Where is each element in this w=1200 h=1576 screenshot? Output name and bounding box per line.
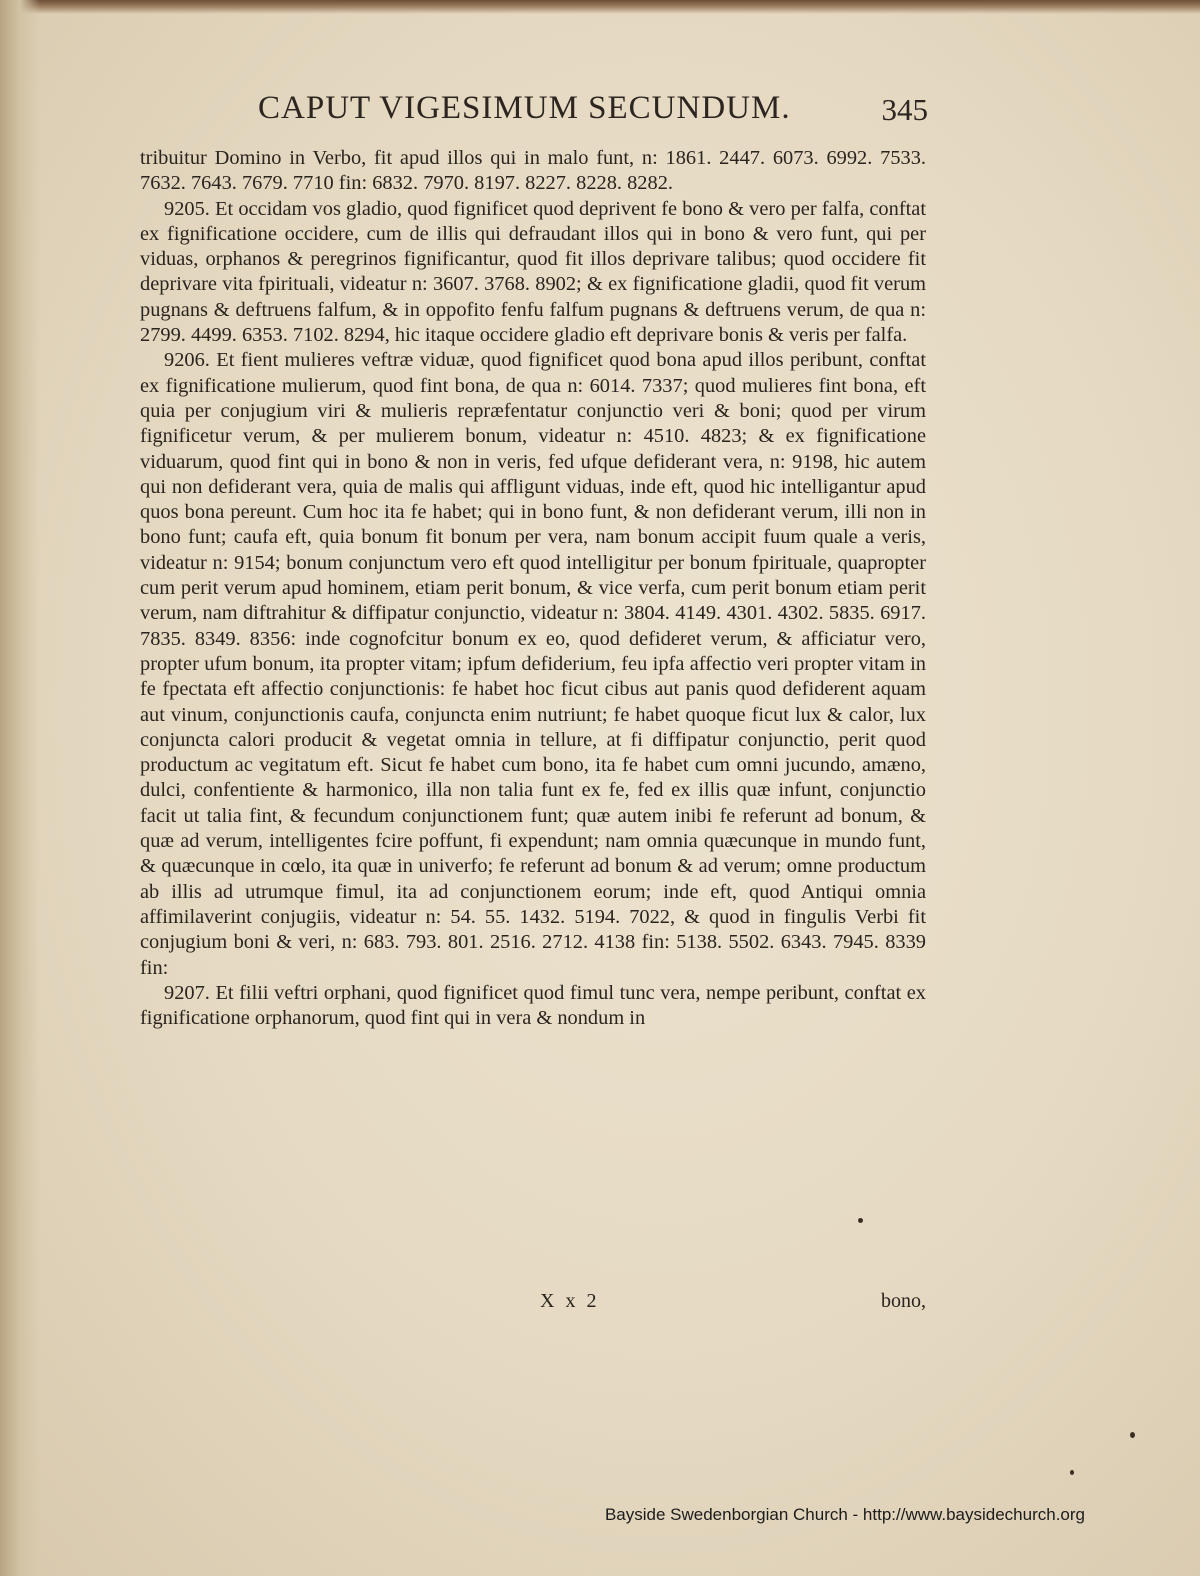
page-footer <box>140 1290 926 1320</box>
catchword: bono, <box>881 1290 926 1312</box>
ink-speck <box>858 1218 863 1223</box>
paragraph-9205: 9205. Et occidam vos gladio, quod fignificet quod deprivent fe bono & vero per falfa, conftat ex fignificatione occidere, cum de illis qui defraudant illos qui in bono & vero funt, qui per viduas, orphanos & peregrinos fignificantur, quod fit illos deprivare talibus; quod occidere fit deprivare vita fpirituali, videatur n: 3607. 3768. 8902; & ex fignificatione gladii, quod fit verum pugnans & deftruens falfum, & in oppofito fenfu falfum pugnans & deftruens verum, de qua n: 2799. 4499. 6353. 7102. 8294, hic itaque occidere gladio eft deprivare bonis & veris per falfa. <box>140 197 926 347</box>
paragraph-9206: 9206. Et fient mulieres veftræ viduæ, quod fignificet quod bona apud illos peribunt, conftat ex fignificatione mulierum, quod fint bona, de qua n: 6014. 7337; quod mulieres fint bona, eft quia per conjugium viri & mulieris repræfentatur conjunctio veri & boni; quod per virum fignificetur verum, & per mulierem bonum, videatur n: 4510. 4823; & ex fignificatione viduarum, quod fint qui in bono & non in veris, fed ufque defiderant vera, n: 9198, hic autem qui non defiderant vera, quia de malis qui affligunt viduas, inde eft, quod hic intelligantur apud quos bona pereunt. Cum hoc ita fe habet; qui in bono funt, & non defiderant verum, illi non in bono funt; caufa eft, quia bonum fit bonum per vera, nam bonum accipit fuum quale a veris, videatur n: 9154; bonum conjunctum vero eft quod intelligitur per bonum fpirituale, quapropter cum perit verum apud hominem, etiam perit bonum, & vice verfa, cum perit bonum etiam perit verum, nam diftrahitur & diffipatur conjunctio, videatur n: 3804. 4149. 4301. 4302. 5835. 6917. 7835. 8349. 8356: inde cognofcitur bonum ex eo, quod defideret verum, & afficiatur vero, propter ufum bonum, ita propter vitam; ipfum defiderium, feu ipfa affectio veri propter vitam in fe fpectata eft affectio conjunctionis: fe habet hoc ficut cibus aut panis quod defiderent aquam aut vinum, conjunctionis caufa, conjuncta enim nutriunt; fe habet quoque ficut lux & calor, lux conjuncta calori producit & vegetat omnia in tellure, at fi diffipatur conjunctio, perit quod productum ac vegitatum eft. Sicut fe habet cum bono, ita fe habet cum omni jucundo, amæno, dulci, confentiente & harmonico, illa non talia funt ex fe, fed ex illis quæ infunt, conjunctio facit ut talia fint, & fecundum conjunctionem funt; quæ autem inibi fe referunt ad bonum, & quæ ad verum, intelligentes fcire poffunt, fi expendunt; nam omnia quæcunque in mundo funt, & quæcunque in cœlo, ita quæ in univerfo; fe referunt ad bonum & ad verum; omne productum ab illis ad utrumque fimul, ita ad conjunctionem eorum; inde eft, quod Antiqui omnia affimilaverint conjugiis, videatur n: 54. 55. 1432. 5194. 7022, & quod in fingulis Verbi fit conjugium boni & veri, n: 683. 793. 801. 2516. 2712. 4138 fin: 5138. 5502. 6343. 7945. 8339 fin: <box>140 349 926 979</box>
watermark-credit: Bayside Swedenborgian Church - http://www.baysidechurch.org <box>604 1505 1085 1524</box>
paragraph-continuation: tribuitur Domino in Verbo, fit apud illos qui in malo funt, n: 1861. 2447. 6073. 6992. 7533. 7632. 7643. 7679. 7710 fin: 6832. 7970. 8197. 8227. 8228. 8282. <box>140 147 926 195</box>
paragraph-9207: 9207. Et filii veftri orphani, quod fignificet quod fimul tunc vera, nempe peribunt, conftat ex fignificatione orphanorum, quod fint qui in vera & nondum in <box>140 981 926 1030</box>
page-gutter-shadow <box>0 0 40 1576</box>
page-header <box>258 90 928 140</box>
page-number: 345 <box>881 92 928 127</box>
running-title: CAPUT VIGESIMUM SECUNDUM. <box>258 90 791 126</box>
ink-speck <box>1070 1470 1074 1475</box>
page-top-edge <box>0 0 1200 14</box>
body-text <box>140 146 926 1031</box>
ink-speck <box>1130 1432 1135 1438</box>
signature-mark: X x 2 <box>540 1290 600 1312</box>
